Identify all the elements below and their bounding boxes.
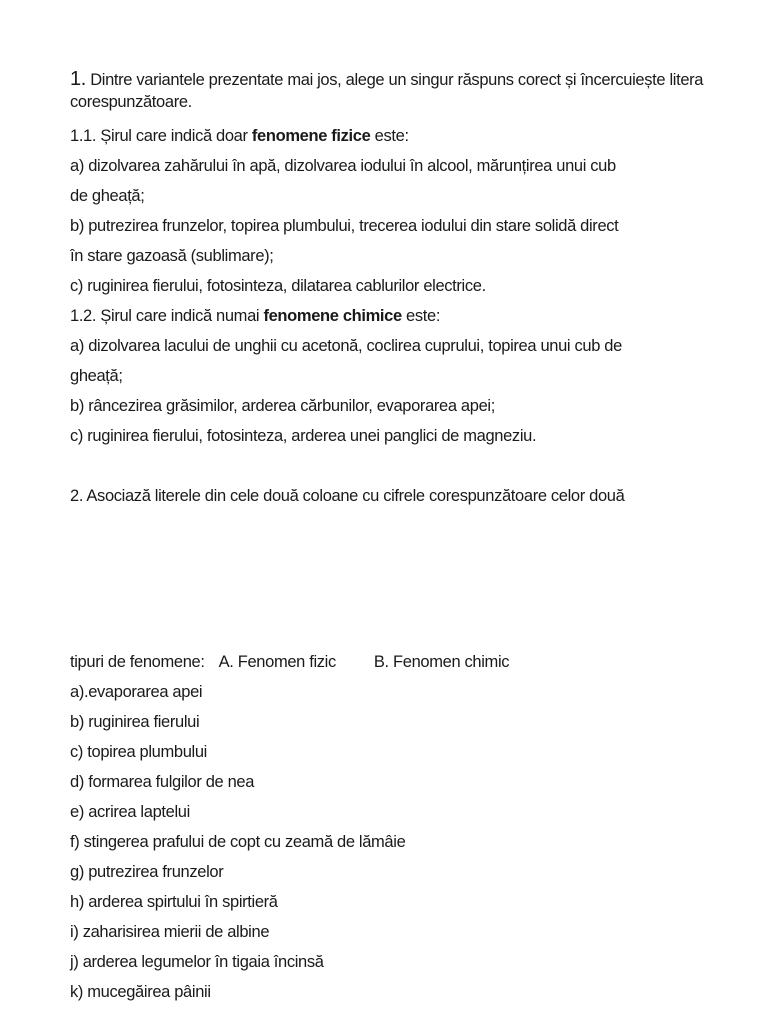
question-1-1-suffix: este: — [370, 127, 409, 145]
question-1-2-prefix: 1.2. Șirul care indică numai — [70, 307, 264, 325]
question-1-2-option-c: c) ruginirea fierului, fotosinteza, arderea unei panglici de magneziu. — [70, 427, 537, 445]
question-1-2-option-a-line-2: gheață; — [70, 367, 123, 385]
list-item: a).evaporarea apei — [70, 683, 203, 701]
type-b-label: B. Fenomen chimic — [373, 653, 510, 671]
type-a-label: A. Fenomen fizic — [218, 653, 336, 671]
question-1-1-option-b-line-2: în stare gazoasă (sublimare); — [70, 247, 274, 265]
list-item: h) arderea spirtului în spirtieră — [70, 893, 278, 911]
question-1-2-option-b: b) râncezirea grăsimilor, arderea cărbunilor, evaporarea apei; — [70, 397, 495, 415]
list-item: c) topirea plumbului — [70, 743, 207, 761]
question-1-2-prompt — [70, 301, 710, 331]
question-1-2-emphasis: fenomene chimice — [263, 307, 402, 325]
question-1-1-option-c: c) ruginirea fierului, fotosinteza, dilatarea cablurilor electrice. — [70, 277, 486, 295]
document-page — [70, 68, 710, 1007]
spacer — [70, 511, 710, 647]
list-item: k) mucegăirea pâinii — [70, 983, 211, 1001]
question-1-2-suffix: este: — [401, 307, 441, 325]
list-item: g) putrezirea frunzelor — [70, 863, 224, 881]
question-1-1-emphasis: fenomene fizice — [251, 127, 371, 145]
question-1-instruction — [70, 68, 710, 113]
list-item: e) acrirea laptelui — [70, 803, 190, 821]
question-1-instruction-text: Dintre variantele prezentate mai jos, alege un singur răspuns corect și încercuiește litera corespunzătoare. — [70, 71, 704, 111]
list-item: i) zaharisirea mierii de albine — [70, 923, 270, 941]
question-1-2-option-a-line-1: a) dizolvarea lacului de unghii cu acetonă, coclirea cuprului, topirea unui cub de — [70, 337, 622, 355]
question-1-1-option-a-line-1: a) dizolvarea zahărului în apă, dizolvarea iodului în alcool, mărunțirea unui cub — [70, 157, 616, 175]
list-item: b) ruginirea fierului — [70, 713, 200, 731]
spacer — [70, 451, 710, 481]
question-1-1-prompt — [70, 121, 710, 151]
list-item: d) formarea fulgilor de nea — [70, 773, 255, 791]
question-1-1-prefix: 1.1. Șirul care indică doar — [70, 127, 252, 145]
question-1-number: 1. — [70, 68, 86, 90]
phenomenon-types-row — [70, 647, 710, 677]
list-item: j) arderea legumelor în tigaia încinsă — [70, 953, 324, 971]
question-1-1-option-a-line-2: de gheață; — [70, 187, 145, 205]
question-2-instruction: 2. Asociază literele din cele două coloane cu cifrele corespunzătoare celor două — [70, 487, 625, 505]
question-1-1-option-b-line-1: b) putrezirea frunzelor, topirea plumbului, trecerea iodului din stare solidă direct — [70, 217, 619, 235]
phenomenon-types-label: tipuri de fenomene: — [70, 653, 205, 671]
list-item: f) stingerea prafului de copt cu zeamă de lămâie — [70, 833, 406, 851]
